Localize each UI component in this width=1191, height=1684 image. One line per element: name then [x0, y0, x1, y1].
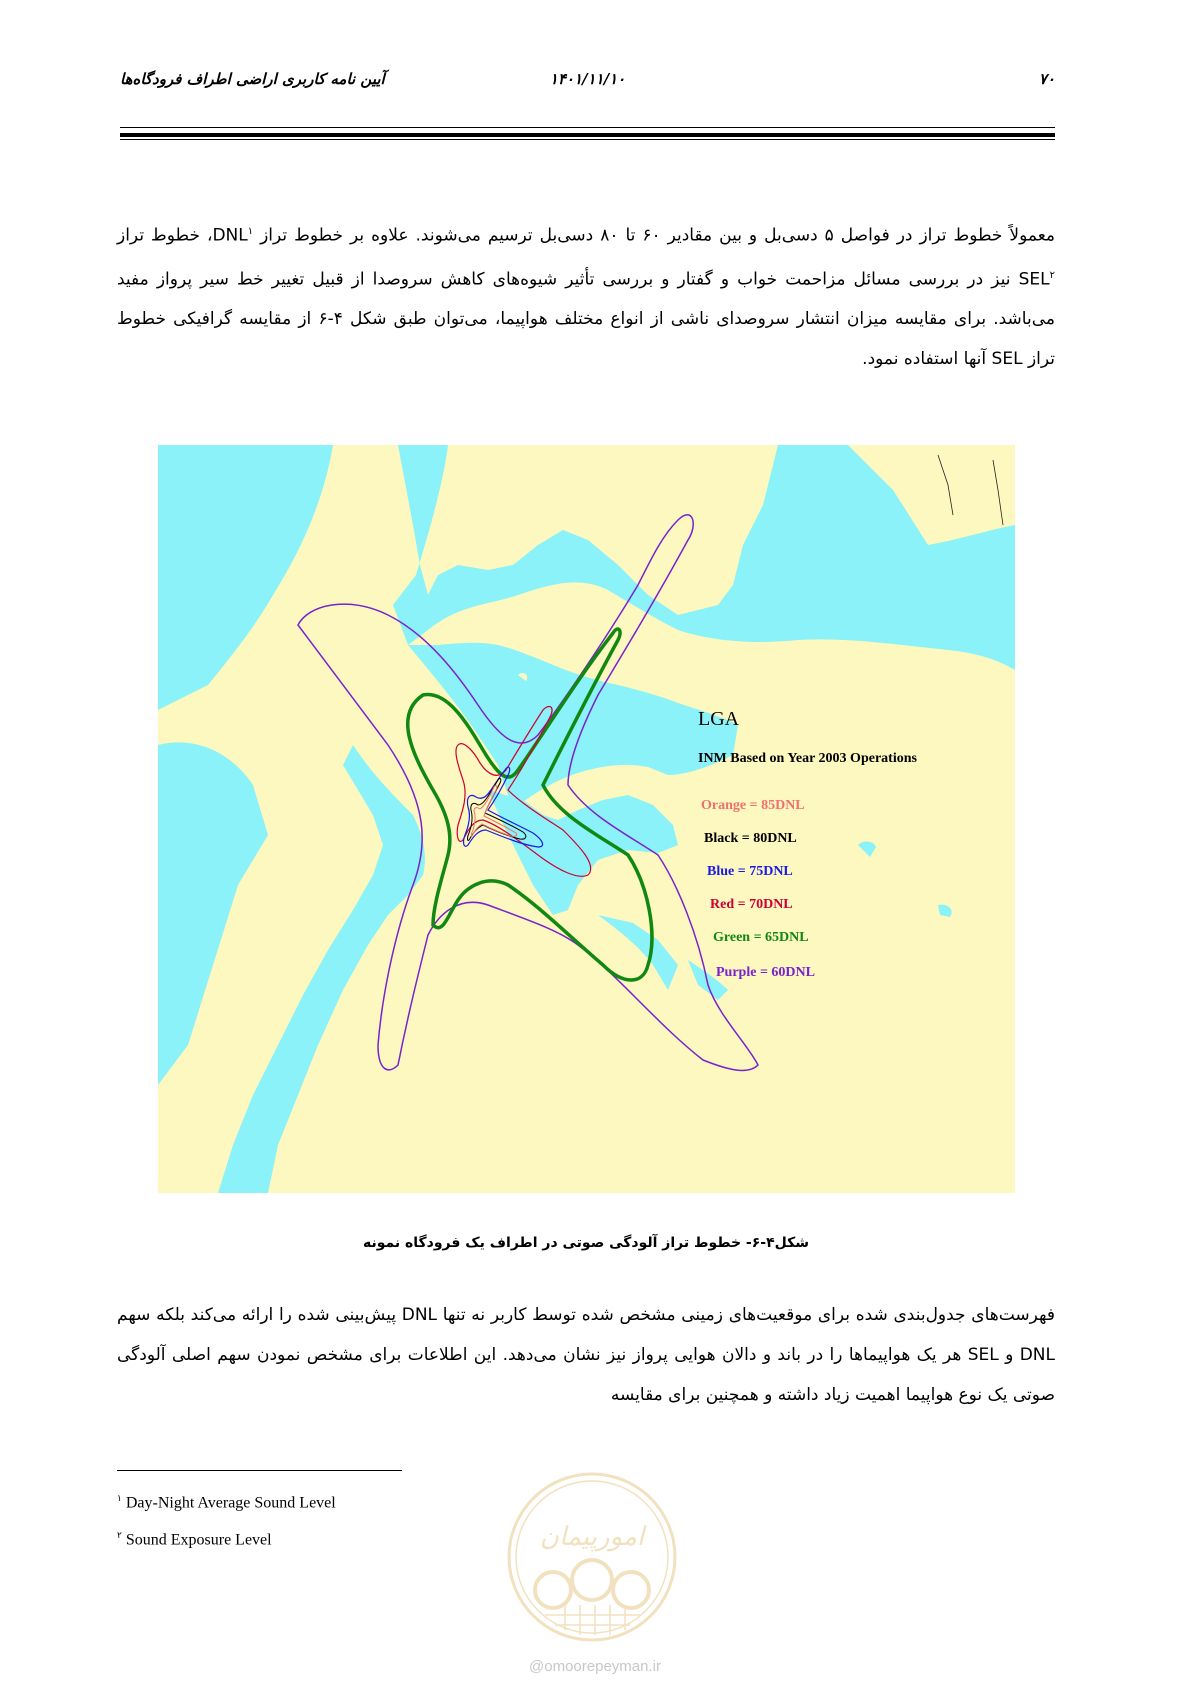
legend-black: Black = 80DNL [704, 831, 797, 846]
watermark-url: @omoorepeyman.ir [529, 1658, 661, 1675]
header-rule-top [120, 127, 1055, 128]
header-rule-bottom [120, 139, 1055, 140]
page-number: ۷۰ [1038, 70, 1055, 88]
page-header [120, 70, 1055, 100]
legend-orange: Orange = 85DNL [701, 798, 805, 813]
map-title: LGA [698, 708, 740, 730]
footnote-rule [117, 1470, 402, 1471]
paragraph-1: معمولاً خطوط تراز در فواصل ۵ دسی‌بل و بین مقادیر ۶۰ تا ۸۰ دسی‌بل ترسیم می‌شوند. علاوه بر خطوط تراز DNL$^۱$، خطوط تراز SEL$^۲$ نیز در بررسی مسائل مزاحمت خواب و گفتار و بررسی تأثیر شیوه‌های کاهش سروصدا از قبیل تغییر خط سیر پرواز مفید می‌باشد. برای مقایسه میزان انتشار سروصدای ناشی از انواع مختلف هواپیما، می‌توان طبق شکل ۴-۶ از مقایسه گرافیکی خطوط تراز SEL آنها استفاده نمود. [117, 225, 1056, 370]
legend-purple: Purple = 60DNL [716, 965, 815, 980]
figure-caption: شکل۴-۶- خطوط تراز آلودگی صوتی در اطراف یک فرودگاه نمونه [362, 1235, 810, 1251]
noise-contour-map [158, 445, 1015, 1193]
dnl-term: DNL [212, 225, 248, 246]
footnote-ref-2: ۲ [1049, 269, 1055, 281]
footnote-ref-1: ۱ [247, 226, 254, 237]
paragraph-2: فهرست‌های جدول‌بندی شده برای موقعیت‌های زمینی مشخص شده توسط کاربر نه تنها DNL پیش‌بینی شده را ارائه می‌کند بلکه سهم DNL و SEL هر یک هواپیماها را در باند و دالان هوایی پرواز نیز نشان می‌دهد. این اطلاعات برای مشخص نمودن سهم اصلی آلودگی صوتی یک نوع هواپیما اهمیت زیاد داشته و همچنین برای مقایسه [117, 1305, 1055, 1405]
footnote-1: $^۱$ Day-Night Average Sound Level [117, 1493, 336, 1512]
watermark-logo-text: امورپیمان [539, 1522, 645, 1552]
header-date: ۱۴۰۱/۱۱/۱۰ [549, 70, 626, 88]
header-rule-thick [120, 133, 1055, 137]
legend-green: Green = 65DNL [713, 930, 809, 945]
footnote-2: $^۲$ Sound Exposure Level [117, 1530, 272, 1549]
legend-red: Red = 70DNL [710, 897, 793, 912]
legend-blue: Blue = 75DNL [707, 864, 793, 879]
watermark-logo [505, 1470, 680, 1645]
sel-term: SEL [1018, 269, 1050, 290]
map-subtitle: INM Based on Year 2003 Operations [698, 751, 917, 766]
header-title: آیین نامه کاربری اراضی اطراف فرودگاه‌ها [120, 70, 385, 88]
